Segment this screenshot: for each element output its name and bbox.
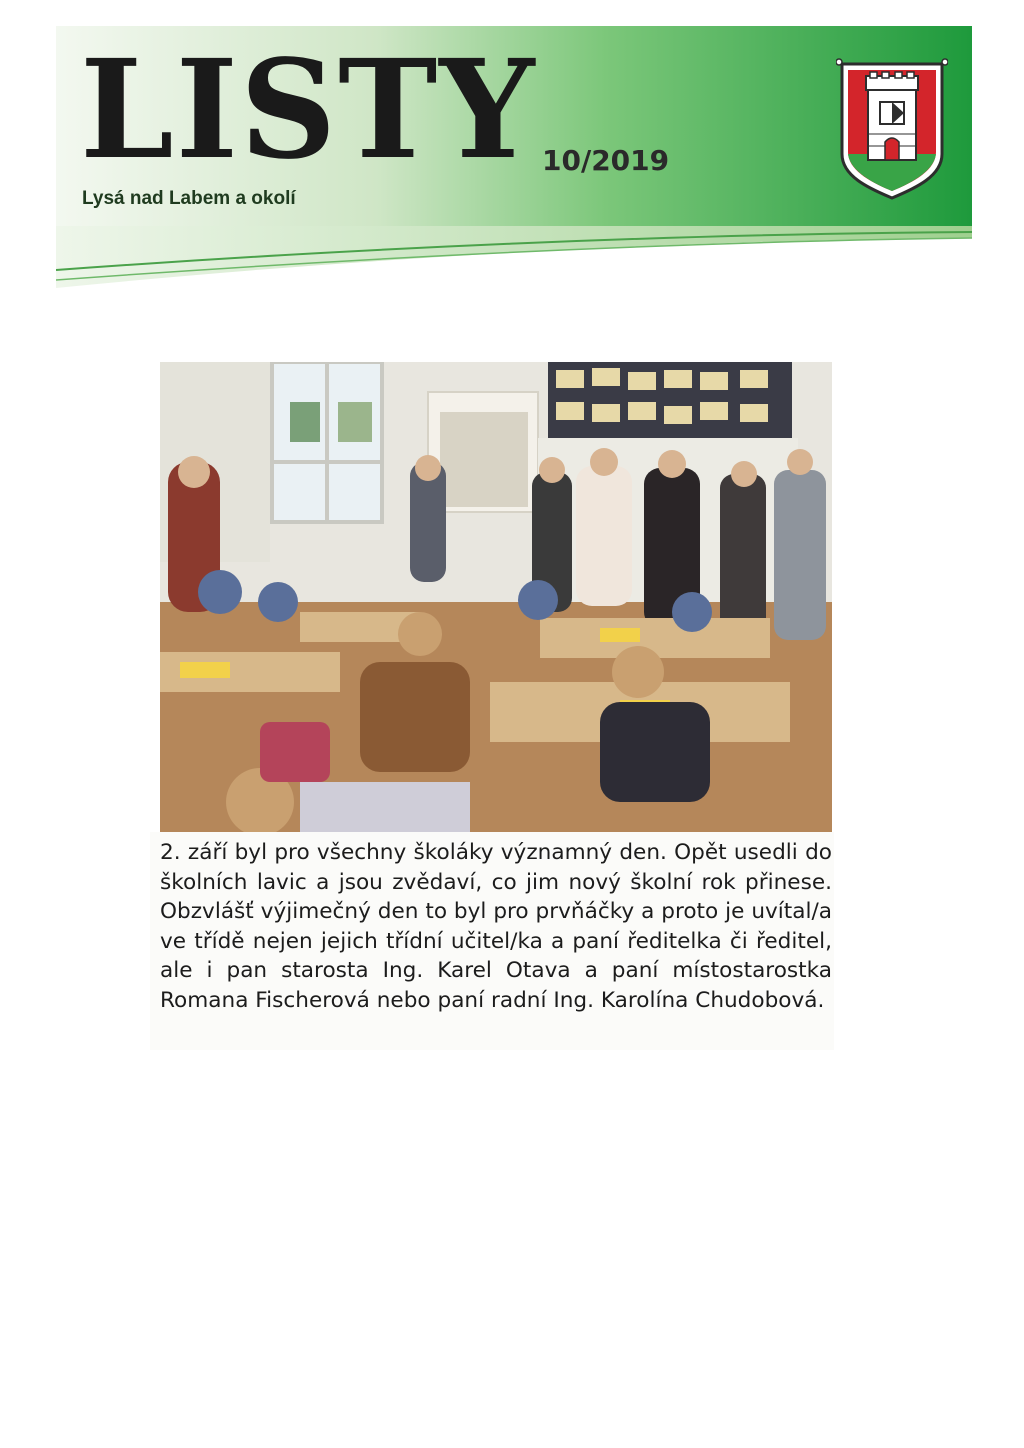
masthead — [56, 26, 972, 288]
masthead-title: LISTY — [80, 30, 537, 190]
classroom-illustration — [160, 362, 832, 832]
city-coat-of-arms-icon — [836, 54, 948, 202]
masthead-subtitle: Lysá nad Labem a okolí — [82, 188, 296, 209]
issue-number: 10/2019 — [542, 144, 670, 177]
article-caption: 2. září byl pro všechny školáky významný den. Opět usedli do školních lavic a jsou zvědaví, co jim nový školní rok přinese. Obzvlášť výjimečný den to byl pro prvňáčky a proto je uvítal/a ve třídě nejen jejich třídní učitel/ka a paní ředitelka či ředitel, ale i pan starosta Ing. Karel Otava a paní místostarostka Romana Fischerová nebo paní radní Ing. Karolína Chudobová. — [160, 840, 832, 1013]
classroom-photo — [160, 362, 832, 832]
